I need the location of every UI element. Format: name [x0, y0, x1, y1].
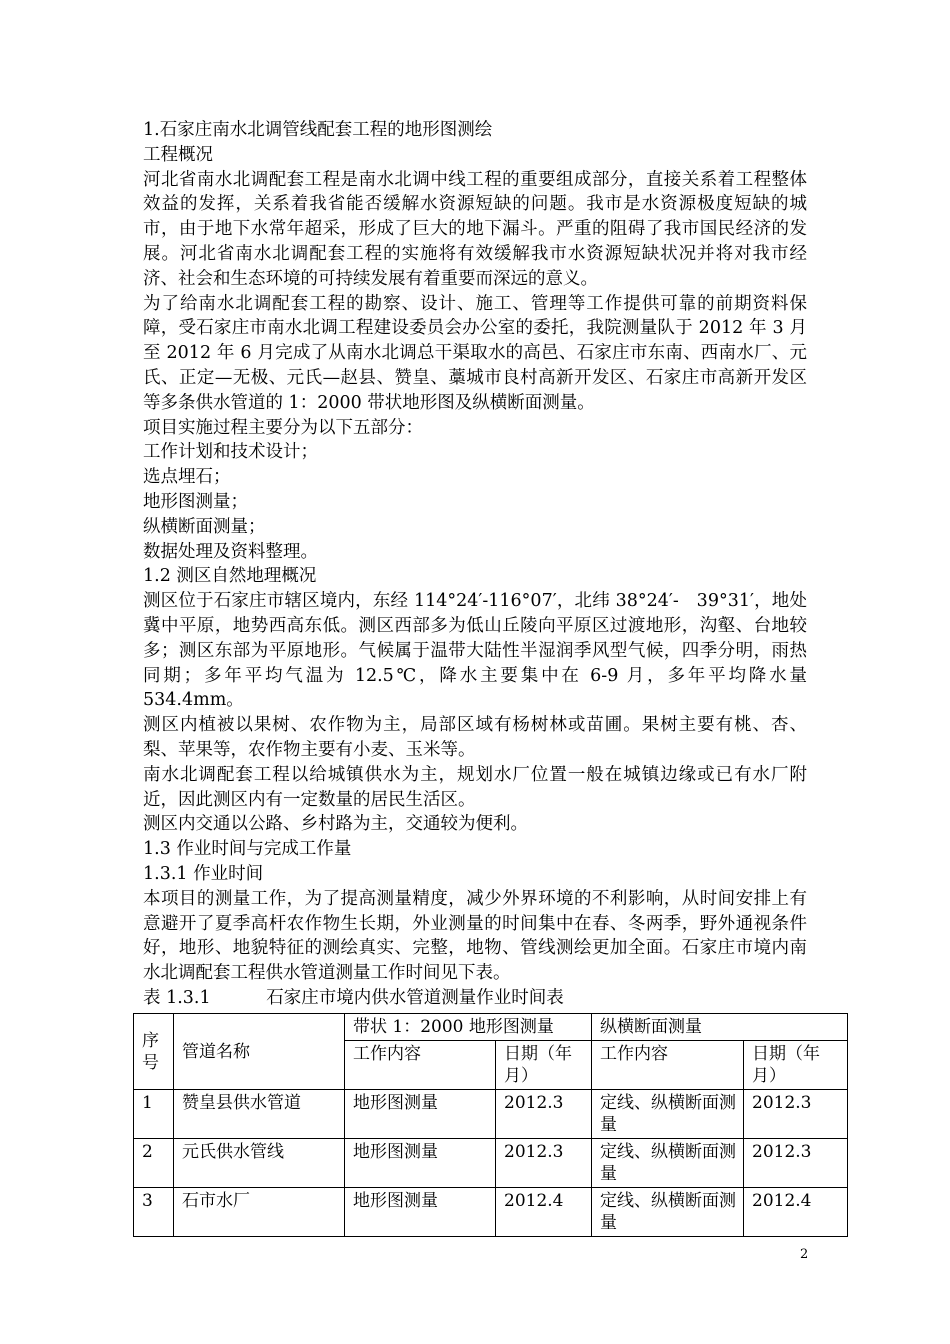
cell-pipe-name: 赞皇县供水管道 — [174, 1090, 345, 1139]
header-work-content: 工作内容 — [345, 1041, 496, 1090]
cell-date: 2012.4 — [496, 1188, 592, 1237]
document-body — [143, 118, 807, 1011]
subsection-heading: 1.3.1 作业时间 — [143, 863, 264, 884]
cell-work-content: 地形图测量 — [345, 1090, 496, 1139]
body-paragraph: 测区内交通以公路、乡村路为主，交通较为便利。 — [143, 814, 528, 835]
cell-date: 2012.3 — [496, 1090, 592, 1139]
cell-work-content: 地形图测量 — [345, 1139, 496, 1188]
header-date: 日期（年月） — [744, 1041, 848, 1090]
body-paragraph: 本项目的测量工作，为了提高测量精度，减少外界环境的不利影响，从时间安排上有意避开了夏季高杆农作物生长期，外业测量的时间集中在春、冬两季，野外通视条件好，地形、地貌特征的测绘真实、完整，地物、管线测绘更加全面。石家庄市境内南水北调配套工程供水管道测量工作时间见下表。 — [143, 888, 807, 984]
list-item: 纵横断面测量； — [143, 516, 266, 537]
cell-date: 2012.3 — [496, 1139, 592, 1188]
table-caption-title: 石家庄市境内供水管道测量作业时间表 — [266, 987, 564, 1008]
list-item: 地形图测量； — [143, 491, 248, 512]
body-paragraph: 为了给南水北调配套工程的勘察、设计、施工、管理等工作提供可靠的前期资料保障，受石家庄市南水北调工程建设委员会办公室的委托，我院测量队于 2012 年 3 月至 2012 年 6 月完成了从南水北调总干渠取水的高邑、石家庄市东南、西南水厂、元氏、正定—无极、元氏—赵县、赞皇、藁城市良村高新开发区、石家庄市高新开发区等多条供水管道的 1：2000 带状地形图及纵横断面测量。 — [143, 293, 807, 413]
header-date: 日期（年月） — [496, 1041, 592, 1090]
table-header-row — [134, 1014, 848, 1041]
cell-pipe-name: 石市水厂 — [174, 1188, 345, 1237]
cell-seq: 1 — [134, 1090, 174, 1139]
cell-date: 2012.3 — [744, 1090, 848, 1139]
subsection-heading: 工程概况 — [143, 144, 213, 165]
header-work-content: 工作内容 — [592, 1041, 744, 1090]
cell-date: 2012.3 — [744, 1139, 848, 1188]
cell-pipe-name: 元氏供水管线 — [174, 1139, 345, 1188]
table-row — [134, 1139, 848, 1188]
body-paragraph: 河北省南水北调配套工程是南水北调中线工程的重要组成部分，直接关系着工程整体效益的发挥，关系着我省能否缓解水资源短缺的问题。我市是水资源极度短缺的城市，由于地下水常年超采，形成了巨大的地下漏斗。严重的阻碍了我市国民经济的发展。河北省南水北调配套工程的实施将有效缓解我市水资源短缺状况并将对我市经济、社会和生态环境的可持续发展有着重要而深远的意义。 — [143, 169, 807, 289]
cell-work-content: 地形图测量 — [345, 1188, 496, 1237]
schedule-table — [133, 1013, 848, 1237]
body-paragraph: 测区内植被以果树、农作物为主，局部区域有杨树林或苗圃。果树主要有桃、杏、梨、苹果等，农作物主要有小麦、玉米等。 — [143, 715, 807, 760]
body-paragraph: 南水北调配套工程以给城镇供水为主，规划水厂位置一般在城镇边缘或已有水厂附近，因此测区内有一定数量的居民生活区。 — [143, 764, 807, 810]
section-title: 1.石家庄南水北调管线配套工程的地形图测绘 — [143, 120, 493, 140]
header-section-survey: 纵横断面测量 — [592, 1014, 848, 1041]
table-caption-number: 表 1.3.1 — [143, 987, 211, 1008]
body-paragraph: 测区位于石家庄市辖区境内，东经 114°24′-116°07′，北纬 38°24′- 39°31′，地处冀中平原，地势西高东低。测区西部多为低山丘陵向平原区过渡地形，沟壑、台地较多；测区东部为平原地形。气候属于温带大陆性半湿润季风型气候，四季分明，雨热同期；多年平均气温为 12.5℃，降水主要集中在 6-9 月，多年平均降水量 534.4mm。 — [143, 591, 807, 711]
body-paragraph: 项目实施过程主要分为以下五部分： — [143, 417, 423, 438]
header-seq: 序号 — [134, 1014, 174, 1090]
table-row — [134, 1188, 848, 1237]
page-number: 2 — [800, 1247, 809, 1262]
cell-work-content: 定线、纵横断面测量 — [592, 1188, 744, 1237]
cell-work-content: 定线、纵横断面测量 — [592, 1090, 744, 1139]
table-caption — [143, 986, 807, 1011]
cell-work-content: 定线、纵横断面测量 — [592, 1139, 744, 1188]
subsection-heading: 1.3 作业时间与完成工作量 — [143, 839, 352, 860]
table-row — [134, 1090, 848, 1139]
list-item: 选点埋石； — [143, 467, 231, 488]
cell-date: 2012.4 — [744, 1188, 848, 1237]
list-item: 工作计划和技术设计； — [143, 442, 318, 463]
header-pipe-name: 管道名称 — [174, 1014, 345, 1090]
cell-seq: 2 — [134, 1139, 174, 1188]
header-topo-survey: 带状 1：2000 地形图测量 — [345, 1014, 592, 1041]
list-item: 数据处理及资料整理。 — [143, 541, 318, 562]
subsection-heading: 1.2 测区自然地理概况 — [143, 566, 317, 587]
cell-seq: 3 — [134, 1188, 174, 1237]
